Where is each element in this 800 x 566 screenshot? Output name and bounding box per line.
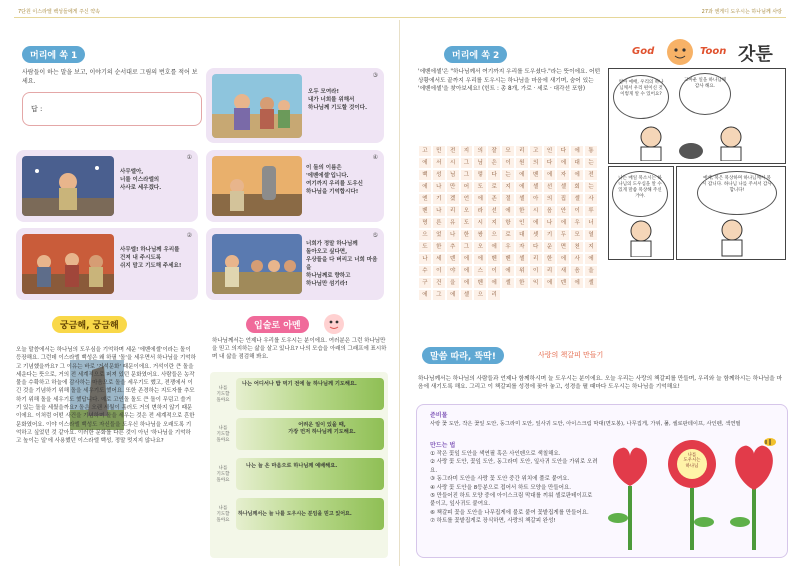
grid-cell[interactable]: 대 [515,229,529,241]
grid-cell[interactable]: 의 [473,145,487,157]
comic-character [707,217,757,257]
grid-cell[interactable]: 한 [432,241,446,253]
grid-cell[interactable]: 로 [501,229,515,241]
grid-cell[interactable]: 에 [418,181,432,193]
row-text: 하나님께서는 늘 나를 도우시는 분임을 믿고 있어요. [238,511,352,517]
row-text: 어려운 일이 있을 때, 가장 먼저 하나님께 기도해요. [288,422,356,435]
grid-cell[interactable]: 기 [543,229,557,241]
panel-illustration [22,234,114,294]
answer-box[interactable] [22,92,202,126]
grid-cell[interactable]: 리 [446,205,460,217]
grid-cell[interactable]: 열 [584,229,598,241]
grid-cell[interactable]: 잘 [487,145,501,157]
section-title-head2: 머리에 쏙 2 [444,46,507,63]
grid-cell[interactable]: 에 [460,265,474,277]
grid-cell[interactable]: 어 [460,181,474,193]
grid-cell[interactable]: 에 [570,169,584,181]
step-item: ⑥ 책갈피 꽃을 도안을 나무집게에 불로 붙여 꽃밭집게를 만들어요. [430,509,589,516]
grid-cell[interactable]: 선 [543,181,557,193]
speech-bubble: 고마운 일을 하나님께 감사 해요. [679,73,731,115]
grid-cell[interactable]: 도 [460,217,474,229]
materials-title: 준비물 [430,412,448,419]
grid-cell[interactable]: 에 [584,253,598,265]
grid-cell[interactable]: 도 [473,181,487,193]
step-item: ① 작은 꽃잎 도안을 색연필 혹은 사인펜으로 색칠해요. [430,451,561,457]
grid-cell[interactable]: 이 [570,205,584,217]
grid-cell[interactable]: 이 [432,265,446,277]
grid-cell[interactable]: 셀 [556,181,570,193]
grid-cell[interactable]: 모 [570,229,584,241]
grid-cell[interactable]: 은 [487,157,501,169]
grid-cell[interactable]: 추 [446,241,460,253]
panel-number: ④ [372,154,378,161]
panel-number: ⑤ [372,232,378,239]
grid-cell[interactable]: 원 [515,157,529,169]
grid-cell[interactable]: 에 [570,145,584,157]
grid-cell[interactable]: 자 [515,241,529,253]
grid-cell[interactable]: 벤 [529,169,543,181]
grid-cell[interactable]: 이 [487,265,501,277]
grid-cell[interactable]: 다 [543,157,557,169]
right-page-header: 27과 엔게디 도우시는 하나님께 사랑 [701,9,782,15]
row-label: 나를 기도할 돌아요 [216,426,230,443]
flower-bookmark-1 [600,436,660,552]
grid-cell[interactable]: 지 [501,181,515,193]
grid-cell[interactable]: 에 [515,181,529,193]
grid-cell[interactable]: 전 [446,145,460,157]
grid-cell[interactable]: 익 [529,277,543,289]
row-text: 나는 늘 온 마음으로 하나님께 예배해요. [246,463,338,469]
grid-cell[interactable]: 우 [501,241,515,253]
story-panel-3 [206,68,384,143]
grid-cell[interactable]: 지 [584,241,598,253]
grid-cell[interactable]: 고 [418,145,432,157]
grid-cell[interactable]: 성 [432,169,446,181]
grid-cell[interactable]: 님 [473,157,487,169]
panel-illustration [212,156,302,216]
row-label: 나를 기도할 돌아요 [216,506,230,523]
grid-cell[interactable]: 셀 [584,277,598,289]
flower-bookmark-3 [722,430,786,552]
grid-cell[interactable]: 인 [543,145,557,157]
grid-cell[interactable]: 셋 [529,229,543,241]
grid-cell[interactable]: 모 [501,145,515,157]
grid-cell[interactable]: 위 [515,265,529,277]
grid-cell[interactable]: 렇 [473,169,487,181]
grid-cell[interactable]: 다 [556,145,570,157]
grid-cell[interactable]: 아 [529,193,543,205]
grid-cell[interactable]: 음 [543,205,557,217]
grid-cell[interactable]: 민 [432,145,446,157]
grid-cell[interactable]: 회 [570,181,584,193]
amen-intro: 하나님께서는 언제나 우리를 도우시는 분이에요. 여러분은 그런 하나님만을 믿고 의지하는 삶을 살고 있나요? 나의 모습을 아래의 그래프에 표시하며 내 삶을 점검해 봐요. [212,338,387,361]
section1-instruction: 사람들이 하는 말을 보고, 이야기의 순서대로 그림의 번호를 적어 보세요. [22,69,198,85]
grid-cell[interactable]: 지 [487,217,501,229]
method-title: 만드는 법 [430,442,456,449]
grid-cell[interactable]: 새 [556,265,570,277]
mouth-mascot-icon [322,312,362,336]
grid-cell[interactable]: 한 [460,229,474,241]
grid-cell[interactable]: 사 [570,253,584,265]
step-item: ④ 사랑 꽃 도안을 8등분으로 접어서 하트 모양을 만들어요. [430,484,572,491]
grid-cell[interactable]: 시 [473,217,487,229]
grid-cell[interactable]: 었 [432,229,446,241]
grid-cell[interactable]: 벤 [473,277,487,289]
grid-cell[interactable]: 그 [460,169,474,181]
flower-label: 나를 도우시는 하나님 [683,453,701,469]
section2-instruction: '에벤에셀'은 "하나님께서 여기까지 우리를 도우셨다."라는 뜻이에요. 어떤 상황에서도 끝까지 우리를 도우시는 하나님을 마음에 새기며, 숨어 있는 '에벤에셀'을 찾아보세요! (힌트 : 총 8개, 가로 · 세로 · 대각선 포함) [418,69,601,93]
grid-cell[interactable]: 덴 [556,277,570,289]
word-search-grid[interactable] [418,145,598,300]
grid-cell[interactable]: 한 [543,253,557,265]
comic-characters [621,123,771,161]
grid-cell[interactable]: 셀 [460,289,474,301]
grid-cell[interactable]: 두 [556,229,570,241]
grid-cell[interactable]: 선 [487,205,501,217]
grid-cell[interactable]: 너 [584,217,598,229]
grid-cell[interactable]: 에 [529,217,543,229]
grid-cell[interactable]: 오 [473,241,487,253]
grid-cell[interactable]: 한 [515,277,529,289]
grid-cell[interactable]: 의 [529,157,543,169]
godtoon-title: 갓툰 [738,44,773,65]
grid-cell[interactable]: 명 [418,217,432,229]
grid-cell[interactable]: 나 [432,181,446,193]
grid-cell[interactable]: 유 [446,217,460,229]
grid-cell[interactable]: 존 [487,193,501,205]
grid-cell[interactable]: 그 [432,289,446,301]
story-panel-5 [206,228,384,300]
panel-illustration [212,74,302,138]
grid-cell[interactable]: 로 [487,181,501,193]
grid-cell[interactable]: 에 [556,253,570,265]
materials-list: 사랑 꽃 도안, 작은 꽃잎 도안, 동그라미 도안, 잎사귀 도안, 아이스크림 막대(면도봉), 나무집게, 가위, 풀, 셀로판테이프, 사인펜, 색연필 [430,421,741,427]
grid-cell[interactable]: 님 [446,169,460,181]
grid-cell[interactable]: 을 [584,265,598,277]
grid-cell[interactable]: 고 [529,145,543,157]
grid-cell[interactable]: 면 [556,241,570,253]
grid-cell[interactable]: 안 [556,205,570,217]
row-label: 나를 기도할 돌아요 [216,466,230,483]
craft-intro: 하나님께서는 하나님의 사람들과 언제나 함께하시며 늘 도우시는 분이에요. 오늘 우리는 사랑의 책갈피를 만들며, 우리와 늘 함께하시는 하나님을 마음에 새기도록 해요. 그리고 이 책갈피를 성경에 꽂아 놓고, 성경을 펼 때마다 도우시는 하나님을 기억해요! [418,376,782,391]
grid-cell[interactable]: 야 [446,265,460,277]
comic-panel-2 [608,166,674,260]
grid-cell[interactable]: 의 [543,193,557,205]
grid-cell[interactable]: 절 [501,193,515,205]
panel-caption: 사무엘! 하나님께 우리를 건져 내 주시도록 쉬지 말고 기도해 주세요! [120,247,182,269]
row-label: 나를 기도할 돌아요 [216,386,230,403]
grid-cell[interactable]: 는 [501,169,515,181]
grid-cell[interactable]: 에 [460,253,474,265]
grid-cell[interactable]: 에 [473,193,487,205]
grid-cell[interactable]: 으 [473,289,487,301]
grid-cell[interactable]: 사 [584,193,598,205]
grid-cell[interactable]: 라 [473,205,487,217]
grid-cell[interactable]: 한 [515,205,529,217]
comic-panel-1 [608,68,786,164]
grid-cell[interactable]: 리 [515,145,529,157]
grid-cell[interactable]: 통 [584,145,598,157]
grid-cell[interactable]: 으 [487,229,501,241]
grid-cell[interactable]: 대 [570,157,584,169]
grid-cell[interactable]: 벤 [418,205,432,217]
grid-cell[interactable]: 을 [446,277,460,289]
grid-cell[interactable]: 쌍 [473,229,487,241]
grid-cell[interactable]: 에 [556,157,570,169]
grid-cell[interactable]: 으 [418,229,432,241]
speech-bubble: 예배, 묵은 묵상하며 하나님께서 묵시 갑니다. 하나님 나를 주셔서 감사합니다! [697,171,777,215]
grid-cell[interactable]: 에 [446,289,460,301]
grid-cell[interactable]: 세 [432,253,446,265]
section-title-head1: 머리에 쏙 1 [22,46,85,63]
row-text: 나는 어디서나 밥 먹기 전에 늘 하나님께 기도해요. [242,381,357,387]
grid-cell[interactable]: 셀 [529,181,543,193]
grid-cell[interactable]: 도 [418,241,432,253]
step-item: ③ 동그라미 도안을 사랑 꽃 도안 중간 위치에 풀로 붙여요. [430,476,570,483]
grid-cell[interactable]: 이 [501,157,515,169]
grid-cell[interactable]: 집 [556,193,570,205]
grid-cell[interactable]: 나 [446,229,460,241]
godtoon-mascot-icon [662,34,698,70]
godtoon-logo-toon: Toon [700,46,727,57]
grid-cell[interactable]: 그 [460,157,474,169]
grid-cell[interactable]: 에 [418,289,432,301]
grid-cell[interactable]: 천 [570,241,584,253]
grid-cell[interactable]: 우 [570,217,584,229]
panel-number: ② [186,232,192,239]
grid-cell[interactable]: 기 [432,193,446,205]
grid-cell[interactable]: 는 [584,181,598,193]
grid-cell[interactable]: 셀 [515,193,529,205]
grid-cell[interactable]: 셀 [570,193,584,205]
panel-caption: 사무엘아, 너를 이스라엘의 사사로 세우겠다. [120,169,162,191]
grid-cell[interactable]: 에 [460,277,474,289]
grid-cell[interactable]: 에 [570,277,584,289]
grid-cell[interactable]: 건 [432,277,446,289]
curious-body: 오늘 말씀에서는 하나님의 도우심을 기억하며 세운 '에벤에셀'이라는 돌이 등장해요. 그런데 이스라엘 백성은 왜 하필 '돌'을 세우면서 하나님을 기억하고 기념했을까요? 그 이유는 바로 '거석문화' 때문이에요. 거석이란 큰 돌을 세운다는 뜻으로, 거의 전 세계적으로 퍼져 있던 문화였어요. 사람들은 농작물을 수확하고 하늘에 감사하는 마음으로 돌을 세우기도 했고, 전쟁에서 이긴 것을 기념하기 위해 돌을 세우기도 했어요. 또한 존경하는 지도자를 추모하기 위해 돌을 세우기도 했답니다. 예로 고인돌 돌도 큰 돌이 무덤고 쓸거기 있는 돌을 세웠을까요? 돌은 오랜 세월이 흘러도 거의 변하지 않기 때문이에요. 이처럼 어떤 사건을 기념하며 돌을 세우는 것은 전 세계적으로 흔한 문화였어요. 이야 이스라엘 백성도 자신들을 도우신 하나님을 오래도록 기억하고 싶었던 것 같아요. 이러한 문화를 다른 것이 아닌 '하나님을 기억하고 높이는 일'에 사용했던 이스라엘 백성, 정말 멋지지 않나요? [16,347,196,445]
grid-cell[interactable]: 엔 [418,193,432,205]
left-page-header: 7단원 이스라엘 백성들에게 주신 약속 [18,9,100,15]
grid-cell[interactable]: 언 [460,193,474,205]
section-title-craft: 말씀 따라, 뚝딱! [422,347,504,364]
grid-cell[interactable]: 른 [432,217,446,229]
craft-subtitle: 사랑의 책갈피 만들기 [538,351,604,359]
step-item: ② 사랑 꽃 도안, 꽃잎 도안, 동그라미 도안, 잎사귀 도안을 가위로 오려요. [430,459,598,474]
grid-cell[interactable]: 자 [556,169,570,181]
grid-cell[interactable]: 스 [473,265,487,277]
answer-label: 답 : [31,105,43,113]
panel-illustration [22,156,114,216]
grid-cell[interactable]: 는 [584,157,598,169]
panel-caption: 이 돌의 이름은 '에벤에셀'입니다. 여기까지 우리를 도우신 하나님을 기억합시다! [306,165,363,195]
grid-cell[interactable]: 서 [432,157,446,169]
grid-cell[interactable]: 에 [515,169,529,181]
grid-cell[interactable]: 벤 [487,253,501,265]
grid-cell[interactable]: 그 [460,241,474,253]
grid-cell[interactable]: 나 [418,253,432,265]
speech-bubble: 나는 매일 묵소시는 하나님의 도우심을 알 수 있게 말씀 묵상해 주신 거야. [612,171,668,217]
grid-cell[interactable]: 만 [446,181,460,193]
grid-cell[interactable]: 셀 [501,277,515,289]
grid-cell[interactable]: 오 [460,205,474,217]
grid-cell[interactable]: 지 [460,145,474,157]
grid-cell[interactable]: 시 [529,205,543,217]
grid-cell[interactable]: 셀 [515,253,529,265]
grid-cell[interactable]: 백 [418,169,432,181]
curious-body-short [16,346,196,558]
story-panel-2 [16,228,198,300]
grid-cell[interactable]: 나 [543,217,557,229]
grid-cell[interactable]: 덴 [446,253,460,265]
grid-cell[interactable]: 에 [487,241,501,253]
grid-cell[interactable]: 이 [529,265,543,277]
method-steps [430,450,598,526]
grid-cell[interactable]: 운 [543,241,557,253]
grid-cell[interactable]: 에 [501,205,515,217]
panel-number: ③ [372,72,378,79]
grid-cell[interactable]: 다 [487,169,501,181]
grid-cell[interactable]: 리 [543,265,557,277]
grid-cell[interactable]: 겠 [446,193,460,205]
grid-cell[interactable]: 리 [487,289,501,301]
grid-cell[interactable]: 에 [418,157,432,169]
story-panel-4 [206,150,384,222]
right-page [400,0,800,566]
grid-cell[interactable]: 수 [418,265,432,277]
grid-cell[interactable]: 에 [473,253,487,265]
grid-cell[interactable]: 구 [418,277,432,289]
grid-cell[interactable]: 다 [529,241,543,253]
comic-panel-3 [676,166,786,260]
story-panel-1 [16,150,198,222]
panel-illustration [212,234,302,294]
grid-cell[interactable]: 에 [543,277,557,289]
grid-cell[interactable]: 전 [584,169,598,181]
grid-cell[interactable]: 인 [515,217,529,229]
panel-caption: 너희가 정말 하나님께 돌아오고 싶다면, 우상들을 다 버리고 너희 마음을 하나님께로 향하고 하나님만 섬기라! [306,241,378,287]
godtoon-logo-god: God [632,46,655,57]
comic-character [623,219,659,257]
step-item: ⑤ 만들어진 하트 모양 중에 아이스크림 막대를 끼워 셀로판테이프로 붙이고, 잎사귀도 붙여요. [430,493,593,508]
step-item: ⑦ 하트를 꽃밭집게로 장식하면, 사랑의 책갈피 완성! [430,518,556,525]
grid-cell[interactable]: 에 [501,265,515,277]
section-title-amen: 입술로 아멘 [246,316,309,333]
grid-cell[interactable]: 리 [529,253,543,265]
grid-cell[interactable]: 시 [446,157,460,169]
grid-cell[interactable]: 벤 [501,253,515,265]
grid-cell[interactable]: 에 [543,169,557,181]
grid-cell[interactable]: 에 [487,277,501,289]
grid-cell[interactable]: 나 [432,205,446,217]
grid-cell[interactable]: 음 [570,265,584,277]
grid-cell[interactable]: 루 [584,205,598,217]
panel-number: ① [186,154,192,161]
grid-cell[interactable]: 에 [556,217,570,229]
speech-bubble: 엄마 예배, 우리의 하나님께서 우리 편이신 것 이렇게 알 수 있어요? [613,75,669,119]
section-title-curious: 궁금해, 궁금해 [52,316,127,333]
panel-caption: 오두 모여라! 내가 너희를 위해서 하나님께 기도할 것이다. [308,89,368,111]
grid-cell[interactable]: 항 [501,217,515,229]
